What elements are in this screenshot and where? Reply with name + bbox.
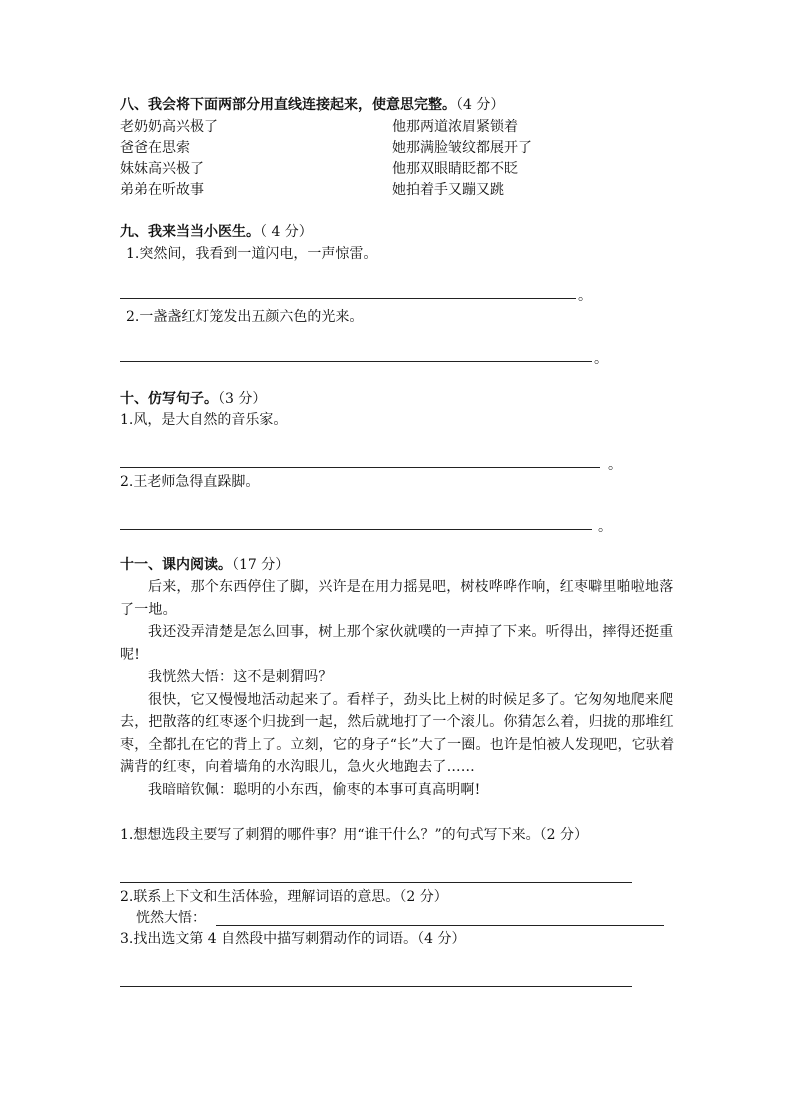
section-8-heading <box>120 95 504 115</box>
match-left-3[interactable]: 妹妹高兴极了 <box>120 161 204 177</box>
answer-line-11-3[interactable] <box>120 986 632 987</box>
section-11-score: （17 分） <box>232 557 290 573</box>
match-left-1[interactable]: 老奶奶高兴极了 <box>120 119 218 135</box>
match-right-3[interactable]: 他那双眼睛眨都不眨 <box>392 161 518 177</box>
section-10-heading <box>120 389 266 409</box>
passage-paragraph-3: 我恍然大悟：这不是刺猬吗？ <box>148 669 333 685</box>
section-11-question-2: 2.联系上下文和生活体验，理解词语的意思。（2 分） <box>120 889 448 905</box>
passage-paragraph-1: 后来，那个东西停住了脚，兴许是在用力摇晃吧，树枝哗哗作响，红枣噼里啪啦地落了一地。 <box>120 579 674 618</box>
match-right-1[interactable]: 他那两道浓眉紧锁着 <box>392 119 518 135</box>
section-9-title: 九、我来当当小医生。 <box>120 224 260 240</box>
match-left-4[interactable]: 弟弟在听故事 <box>120 182 204 198</box>
section-11-question-1: 1.想想选段主要写了刺猬的哪件事？用“谁干什么？”的句式写下来。（2 分） <box>120 827 589 843</box>
passage-paragraph-5: 我暗暗钦佩：聪明的小东西，偷枣的本事可真高明啊! <box>148 781 481 798</box>
section-11-title: 十一、课内阅读。 <box>120 557 232 573</box>
period-mark: 。 <box>608 457 622 473</box>
match-left-2[interactable]: 爸爸在思索 <box>120 140 190 156</box>
section-11-question-3: 3.找出选文第 4 自然段中描写刺猬动作的词语。（4 分） <box>120 931 466 947</box>
section-9-heading <box>120 222 313 242</box>
passage-paragraph-2: 我还没弄清楚是怎么回事，树上那个家伙就噗的一声掉了下来。听得出，摔得还挺重呢! <box>120 624 674 663</box>
answer-line-9-1[interactable] <box>120 298 576 299</box>
section-10-question-1: 1.风，是大自然的音乐家。 <box>120 412 288 428</box>
period-mark: 。 <box>578 288 592 304</box>
section-10-question-2: 2.王老师急得直跺脚。 <box>120 474 260 490</box>
match-right-4[interactable]: 她拍着手又蹦又跳 <box>392 182 504 198</box>
period-mark: 。 <box>598 519 612 535</box>
answer-line-10-2[interactable] <box>120 529 592 530</box>
answer-line-11-2[interactable] <box>216 925 664 926</box>
section-8-title: 八、我会将下面两部分用直线连接起来，使意思完整。 <box>120 97 456 113</box>
section-9-question-2: 2.一盏盏红灯笼发出五颜六色的光来。 <box>126 309 364 325</box>
section-9-question-1: 1.突然间，我看到一道闪电，一声惊雷。 <box>126 246 378 262</box>
answer-line-10-1[interactable] <box>120 467 600 468</box>
section-9-score: （ 4 分） <box>260 224 313 240</box>
section-11-heading <box>120 555 289 575</box>
section-10-title: 十、仿写句子。 <box>120 391 218 407</box>
match-right-2[interactable]: 她那满脸皱纹都展开了 <box>392 140 532 156</box>
term-label: 恍然大悟： <box>136 910 206 926</box>
reading-passage <box>120 576 675 801</box>
answer-line-11-1[interactable] <box>120 882 632 883</box>
answer-line-9-2[interactable] <box>120 361 592 362</box>
period-mark: 。 <box>594 351 608 367</box>
passage-paragraph-4: 很快，它又慢慢地活动起来了。看样子，劲头比上树的时候足多了。它匆匆地爬来爬去，把散落的红枣逐个归拢到一起，然后就地打了一个滚儿。你猜怎么着，归拢的那堆红枣，全都扎在它的背上了。立刻，它的身子“长”大了一圈。也许是怕被人发现吧，它驮着满背的红枣，向着墙角的水沟眼儿，急火火地跑去了…… <box>120 691 675 775</box>
section-10-score: （3 分） <box>218 391 267 407</box>
section-8-score: （4 分） <box>456 97 505 113</box>
